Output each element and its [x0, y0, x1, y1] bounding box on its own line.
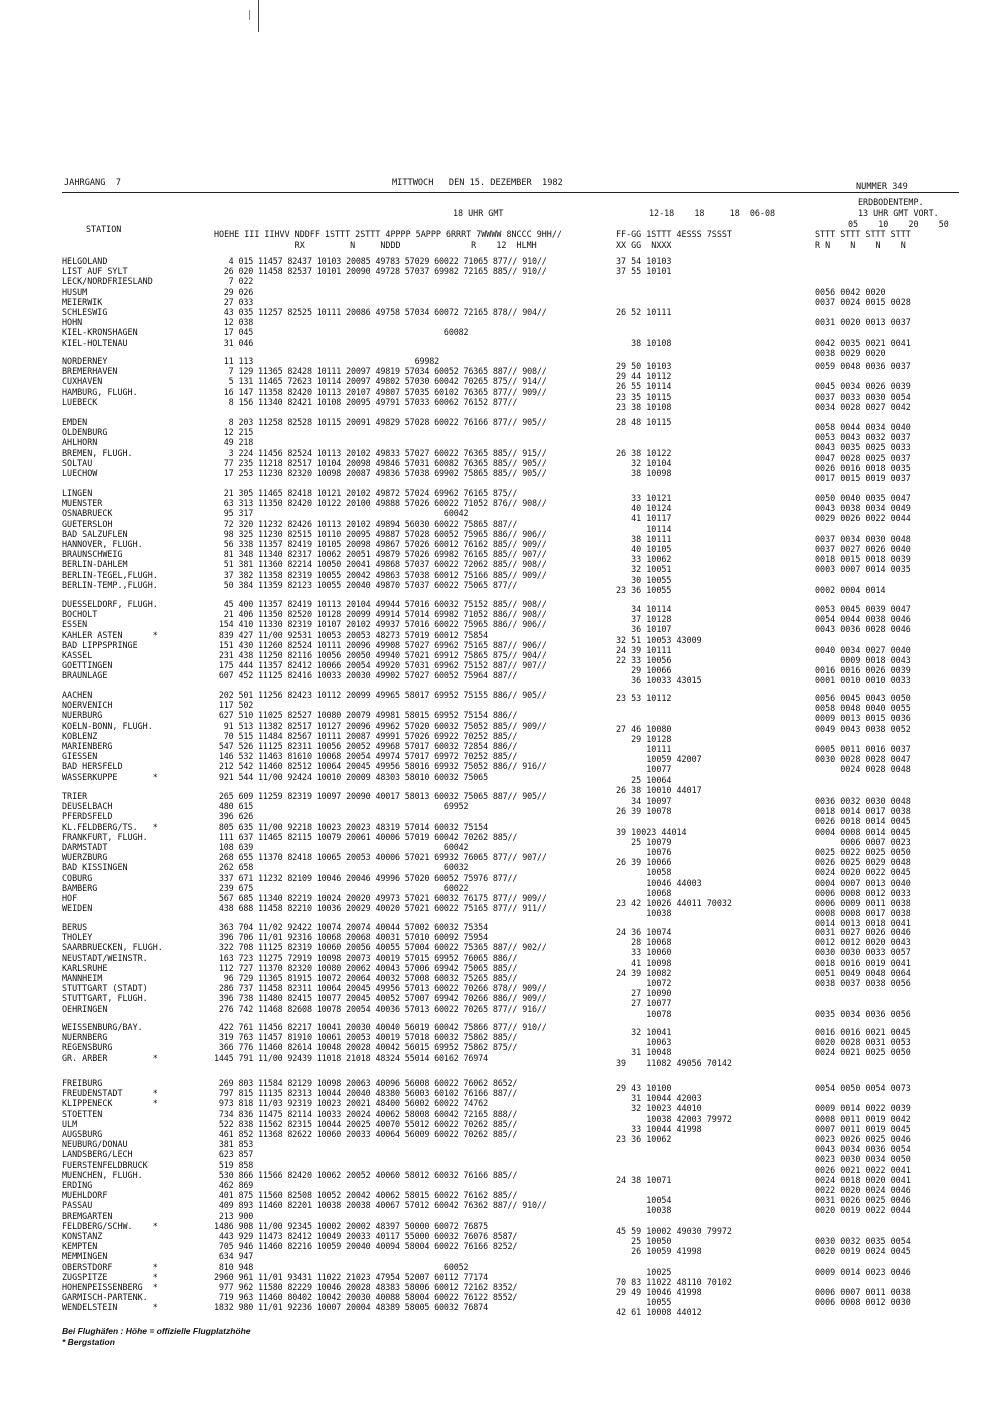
- codes-right-subheader: XX GG NXXX: [616, 240, 672, 250]
- block-8-stations: BERUS THOLEY SAARBRUECKEN, FLUGH. NEUSTADT/WEINSTR. KARLSRUHE MANNHEIM STUTTGART (STADT) STUTTGART, FLUGH. OEHRINGEN: [62, 922, 163, 1014]
- block-4-stations: LINGEN MUENSTER OSNABRUECK GUETERSLOH BAD SALZUFLEN HANNOVER, FLUGH. BRAUNSCHWEIG BERLIN-DAHLEM BERLIN-TEGEL,FLUGH. BERLIN-TEMP.,FLUGH.: [62, 488, 158, 590]
- block-5-stations: DUESSELDORF, FLUGH. BOCHOLT ESSEN KAHLER ASTEN * BAD LIPPSPRINGE KASSEL GOETTINGEN BRAUNLAGE: [62, 599, 158, 681]
- block-3-right: 28 48 10115 26 38 10122 32 10104 38 10098: [616, 417, 672, 479]
- block-10-stations: FREIBURG FREUDENSTADT * KLIPPENECK * STOETTEN ULM AUGSBURG NEUBURG/DONAU LANDSBERG/LECH FUERSTENFELDBRUCK MUENCHEN, FLUGH. ERDING MUEHLDORF PASSAU BREMGARTEN FELDBERG/SCHW. * KONSTANZ KEMPTEN MEMMINGEN OBERSTDORF * ZUGSPITZE * HOHENPEISSENBERG * GARMISCH-PARTENK. WENDELSTEIN *: [62, 1078, 158, 1313]
- block-6-stations: AACHEN NOERVENICH NUERBURG KOELN-BONN, FLUGH. KOBLENZ MARIENBERG GIESSEN BAD HERSFELD WASSERKUPPE *: [62, 690, 158, 782]
- block-1-right: 37 54 10103 37 55 10101 26 52 10111 38 10108: [616, 256, 672, 348]
- block-1-stations: HELGOLAND LIST AUF SYLT LECK/NORDFRIESLAND HUSUM MEIERWIK SCHLESWIG HOHN KIEL-KRONSHAGEN KIEL-HOLTENAU: [62, 256, 153, 348]
- codes-right-header: FF-GG 1STTT 4ESSS 7SSST: [616, 229, 732, 239]
- depth-labels: 05 10 20 50: [848, 219, 949, 229]
- block-8-data: 363 704 11/02 92422 10074 20074 40044 57002 60032 75354 396 706 11/01 92316 10068 20068 40031 57010 60092 75954 322 708 11125 82319 10060 20056 40055 57004 60022 75365 887// 902// 163 723 11275 72919 10098 20073 40019 57015 69952 76065 886// 112 727 11370 82320 10080 20062 40043 57006 69942 75065 885// 96 729 11365 81915 10072 20064 40032 57008 60032 75265 885// 286 737 11458 82311 10064 20045 49956 57013 60022 70266 878// 909// 396 738 11480 82415 10077 20045 40052 57007 69942 70266 886// 909// 276 742 11468 82608 10078 20054 40036 57013 60022 70265 877// 916//: [218, 922, 547, 1014]
- block-8-temp: 0031 0027 0026 0046 0012 0012 0020 0043 0030 0030 0033 0057 0018 0016 0019 0041 0051 0049 0048 0064 0038 0037 0038 0056 0035 0034 0036 0056: [815, 927, 911, 1019]
- block-4-data: 21 305 11465 82418 10121 20102 49872 57024 69962 76165 875// 63 313 11350 82420 10122 20100 49888 57026 60022 71052 876// 908// 95 317 60042 72 320 11232 82426 10113 20102 49894 56030 60022 75865 887// 98 325 11230 82515 10110 20095 49887 57028 60052 75965 886// 906// 56 338 11357 82419 10105 20098 49867 57026 60012 76162 885// 909// 81 348 11340 82317 10062 20051 49879 57026 69982 76165 885// 907// 51 381 11360 82214 10050 20041 49868 57037 60022 72062 885// 908// 37 382 11358 82319 10055 20042 49863 57038 60012 75166 885// 909// 50 384 11359 82123 10055 20040 49870 57037 60022 75065 877//: [223, 488, 547, 590]
- block-7-stations: TRIER DEUSELBACH PFERDSFELD KL.FELDBERG/TS. * FRANKFURT, FLUGH. DARMSTADT WUERZBURG BAD KISSINGEN COBURG BAMBERG HOF WEIDEN: [62, 791, 158, 914]
- block-3-stations: EMDEN OLDENBURG AHLHORN BREMEN, FLUGH. SOLTAU LUECHOW: [62, 417, 133, 479]
- block-5-data: 45 400 11357 82419 10113 20104 49944 57016 60032 75152 885// 908// 21 406 11350 82520 10128 20099 49914 57014 69982 71052 886// 908// 154 410 11330 82319 10107 20102 49937 57016 60022 75965 886// 906// 839 427 11/00 92531 10053 20053 48273 57019 60012 75854 151 430 11260 82524 10111 20096 49908 57027 69962 75165 887// 906// 231 438 11250 82116 10056 20050 49940 57021 69912 75865 875// 904// 175 444 11357 82412 10066 20054 49920 57031 69962 75152 887// 907// 607 452 11125 82416 10033 20030 49902 57027 60052 75964 887//: [218, 599, 547, 681]
- block-2-data: 11 113 69982 7 129 11365 82428 10111 20097 49819 57034 60052 76365 887// 908// 5 131 11465 72623 10114 20097 49802 57030 60042 70265 875// 914// 16 147 11358 82420 10113 20107 49807 57035 60102 76365 877// 909// 8 156 11340 82421 10108 20095 49791 57033 60062 76152 877//: [223, 356, 547, 407]
- block-9-data: 422 761 11456 82217 10041 20030 40040 56019 60042 75866 877// 910// 319 763 11457 81910 10061 20053 40019 57018 60032 75862 885// 366 776 11460 82614 10048 20028 40042 56015 69952 75862 875// 1445 791 11/00 92439 11018 21018 48324 55014 60162 76974: [214, 1022, 547, 1063]
- block-3-temp: 0058 0044 0034 0040 0053 0043 0032 0037 0043 0035 0025 0033 0047 0028 0025 0037 0026 0016 0018 0035 0017 0015 0019 0037: [815, 422, 911, 484]
- footnote-airports: Bei Flughäfen : Höhe = offizielle Flugplatzhöhe: [62, 1326, 251, 1336]
- scan-artifact: [258, 0, 259, 32]
- block-2-stations: NORDERNEY BREMERHAVEN CUXHAVEN HAMBURG, FLUGH. LUEBECK: [62, 356, 138, 407]
- block-2-right: 29 50 10103 29 44 10112 26 55 10114 23 35 10115 23 38 10108: [616, 361, 672, 412]
- jahrgang-label: JAHRGANG 7: [64, 178, 121, 188]
- block-9-temp: 0016 0016 0021 0045 0020 0028 0031 0053 0024 0021 0025 0050: [815, 1027, 911, 1058]
- block-9-right: 32 10041 10063 31 10048 39 11082 49056 70142: [616, 1027, 732, 1068]
- report-date: MITTWOCH DEN 15. DEZEMBER 1982: [392, 178, 563, 188]
- block-10-right: 29 43 10100 31 10044 42003 32 10023 44010 10038 42003 79972 33 10044 41998 23 36 10062 24 38 10071 10054 10038 45 59 10002 49030 79972 25 10050 26 10059 41998 10025 70 83 11022 48110 70102 29 49 10046 41998 10055 42 61 10008 44012: [616, 1083, 732, 1318]
- block-3-data: 8 203 11258 82528 10115 20091 49829 57028 60022 76166 877// 905// 12 215 49 218 3 224 11456 82524 10113 20102 49833 57027 60022 76365 885// 915// 77 235 11218 82517 10104 20098 49846 57031 60082 76365 885// 905// 17 253 11230 82320 10098 20087 49836 57038 69902 75865 885// 905//: [223, 417, 547, 479]
- codes-temp-subheader: R N N N N: [815, 240, 906, 250]
- block-4-right: 33 10121 40 10124 41 10117 10114 38 10111 40 10105 33 10062 32 10051 30 10055 23 36 10055: [616, 493, 672, 595]
- block-9-stations: WEISSENBURG/BAY. NUERNBERG REGENSBURG GR. ARBER *: [62, 1022, 158, 1063]
- block-6-right: 23 53 10112 27 46 10080 29 10128 10111 10059 42007 10077 25 10064 26 38 10010 44017: [616, 693, 702, 795]
- block-6-temp: 0056 0045 0043 0050 0058 0048 0040 0055 0009 0013 0015 0036 0049 0043 0038 0052 0005 0011 0016 0037 0030 0028 0028 0047 0024 0028 0048: [815, 693, 911, 775]
- block-1-data: 4 015 11457 82437 10103 20085 49783 57029 60022 71065 877// 910// 26 020 11458 82537 10101 20090 49728 57037 69982 72165 885// 910// 7 022 29 026 27 033 43 035 11257 82525 10111 20086 49758 57034 60072 72165 878// 904// 12 038 17 045 60082 31 046: [223, 256, 547, 348]
- block-8-right: 24 36 10074 28 10068 33 10060 41 10098 24 39 10082 10072 27 10090 27 10077 10078: [616, 927, 672, 1019]
- block-5-right: 34 10114 37 10128 36 10107 32 51 10053 43009 24 39 10111 22 33 10056 29 10066 36 10033 43015: [616, 604, 702, 686]
- block-7-right: 34 10097 26 39 10078 39 10023 44014 25 10079 10076 26 39 10066 10058 10046 44003 10068 23 42 10026 44011 70032 10038: [616, 796, 732, 919]
- codes-temp-header: STTT STTT STTT STTT: [815, 229, 911, 239]
- block-7-temp: 0036 0032 0030 0048 0018 0014 0017 0038 0026 0018 0014 0045 0004 0008 0014 0045 0006 0007 0023 0025 0022 0025 0050 0026 0025 0029 0048 0024 0020 0022 0045 0004 0007 0013 0040 0006 0008 0012 0033 0006 0009 0011 0038 0008 0008 0017 0038 0014 0013 0018 0041: [815, 796, 911, 929]
- footnote-mountain-station: * Bergstation: [62, 1337, 115, 1347]
- uhr-vortag-label: 13 UHR GMT VORT.: [858, 208, 939, 218]
- block-10-data: 269 803 11584 82129 10098 20063 40096 56008 60022 76062 8652/ 797 815 11135 82313 10044 20040 48380 56003 60102 76166 887// 973 818 11/03 92319 10023 20021 48400 56002 60022 74762 734 836 11475 82114 10033 20024 40062 58008 60042 72165 888// 522 838 11562 82315 10044 20025 40070 55012 60022 70262 885// 461 852 11368 82622 10060 20033 40064 56009 60022 70262 885// 381 853 623 857 519 858 530 866 11566 82420 10062 20052 40060 58012 60032 76166 885// 462 869 401 875 11560 82508 10052 20042 40062 58015 60022 76162 885// 409 893 11460 82201 10038 20038 40067 57012 60042 76362 887// 910// 213 900 1486 908 11/00 92345 10002 20002 48397 50000 60072 76875 443 929 11473 82412 10049 20033 40117 55000 60032 76076 8587/ 705 946 11460 82216 10059 20040 40094 58004 60022 76166 8252/ 634 947 810 948 60052 2960 961 11/01 93431 11022 21023 47954 52007 60112 77174 977 962 11580 82229 10046 20028 48383 58006 60012 72162 8352/ 719 963 11460 80402 10042 20030 40088 58004 60022 76122 8552/ 1832 980 11/01 92236 10007 20004 48389 58005 60032 76874: [214, 1078, 547, 1313]
- issue-number: NUMMER 349: [856, 182, 908, 192]
- block-6-data: 202 501 11256 82423 10112 20099 49965 58017 69952 75155 886// 905// 117 502 627 510 11025 82527 10080 20079 49981 58015 69952 75154 886// 91 513 11382 82517 10127 20096 49962 57020 60032 75052 885// 909// 70 515 11484 82567 10111 20087 49991 57026 69922 70252 885// 547 526 11125 82311 10056 20052 49968 57017 60032 72854 886// 146 532 11463 81610 10068 20054 49974 57017 69972 70252 885// 212 542 11460 82512 10064 20045 49956 58016 69932 75052 886// 916// 921 544 11/00 92424 10010 20009 48303 58010 60032 75065: [218, 690, 547, 782]
- codes-main-header: HOEHE III IIHVV NDDFF 1STTT 2STTT 4PPPP 5APPP 6RRRT 7WWWW 8NCCC 9HH//: [214, 229, 562, 239]
- header-rule: [62, 192, 959, 193]
- block-1-temp: 0056 0042 0020 0037 0024 0015 0028 0031 0020 0013 0037 0042 0035 0021 0041 0038 0029 0020: [815, 286, 911, 358]
- block-7-data: 265 609 11259 82319 10097 20090 40017 58013 60032 75065 887// 905// 480 615 69952 396 626 805 635 11/00 92218 10023 20023 48319 57014 60032 75154 111 637 11465 82115 10079 20061 40006 57019 60042 70262 885// 108 639 60042 268 655 11370 82418 10065 20053 40006 57021 69932 76065 877// 907// 262 658 60032 337 671 11232 82109 10046 20046 49996 57020 60052 75976 877// 239 675 60022 567 685 11340 82219 10024 20020 49973 57021 60032 76175 877// 909// 438 688 11458 82210 10036 20029 40020 57021 60022 75165 877// 911//: [218, 791, 547, 914]
- block-2-temp: 0059 0048 0036 0037 0045 0034 0026 0039 0037 0033 0030 0054 0034 0028 0027 0042: [815, 361, 911, 412]
- time-right-label: 12-18 18 18 06-08: [649, 208, 776, 218]
- erdboden-label: ERDBODENTEMP.: [858, 197, 924, 207]
- scan-artifact: [249, 10, 250, 20]
- codes-main-subheader: RX N NDDD R 12 HLMH: [214, 240, 537, 250]
- time-main-label: 18 UHR GMT: [453, 208, 504, 218]
- block-4-temp: 0050 0040 0035 0047 0043 0038 0034 0049 0029 0026 0022 0044 0037 0034 0030 0048 0037 0027 0026 0040 0018 0015 0018 0039 0003 0007 0014 0035 0002 0004 0014: [815, 493, 911, 595]
- block-5-temp: 0053 0045 0039 0047 0054 0044 0038 0046 0043 0036 0028 0046 0040 0034 0027 0040 0009 0018 0043 0016 0016 0026 0039 0001 0010 0010 0033: [815, 604, 911, 686]
- station-header: STATION: [86, 224, 122, 234]
- block-10-temp: 0054 0050 0054 0073 0009 0014 0022 0039 0008 0011 0019 0042 0007 0011 0019 0045 0023 0026 0025 0046 0043 0034 0036 0054 0023 0030 0034 0050 0026 0021 0022 0041 0024 0018 0020 0041 0022 0020 0024 0046 0031 0026 0025 0046 0020 0019 0022 0044 0030 0032 0035 0054 0020 0019 0024 0045 0009 0014 0023 0046 0006 0007 0011 0038 0006 0008 0012 0030: [815, 1083, 911, 1308]
